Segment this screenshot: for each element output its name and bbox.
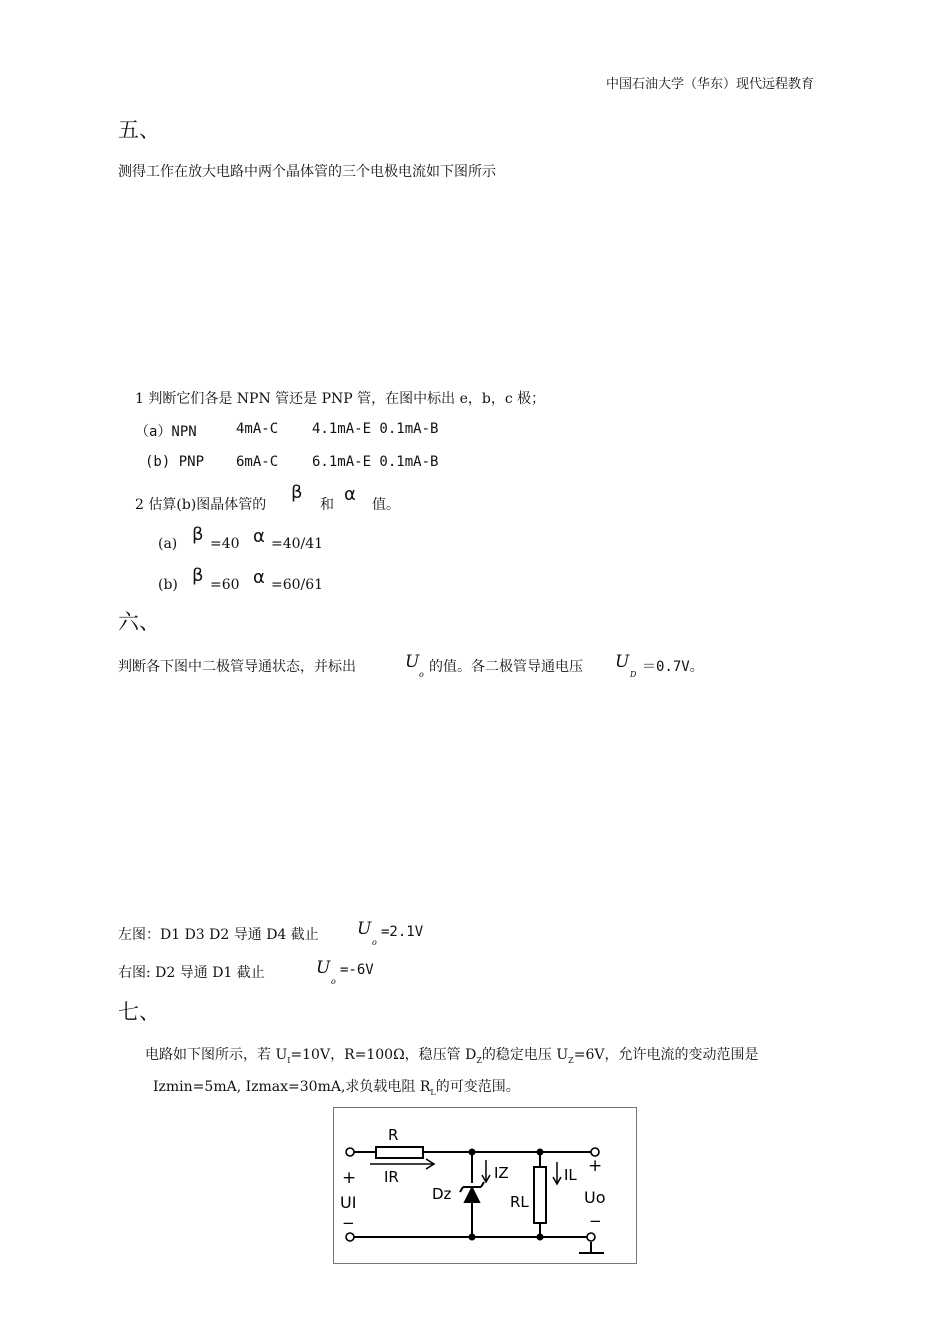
label-uo: Uo (584, 1188, 606, 1207)
result-b-beta-symbol: β (192, 565, 204, 586)
section-6-intro-pre: 判断各下图中二极管导通状态，并标出 (118, 659, 356, 675)
section-5-heading: 五、 (118, 118, 160, 142)
alpha-symbol: α (344, 484, 356, 505)
line1-part-c: 的稳定电压 U (481, 1047, 569, 1063)
left-uo-value: =2.1V (381, 924, 424, 940)
right-uo-value: =-6V (340, 962, 374, 978)
terminal-in-top (346, 1148, 354, 1156)
label-minus-out: − (589, 1212, 602, 1230)
result-a-alpha: =40/41 (271, 536, 324, 552)
label-il: IL (564, 1166, 577, 1184)
result-a-beta-symbol: β (192, 524, 204, 545)
label-r: R (388, 1126, 399, 1144)
answer-b-collector: 6mA-C (236, 454, 279, 470)
result-b-label: (b) (158, 577, 178, 593)
label-rl: RL (510, 1193, 529, 1211)
section-6-intro-mid: 的值。各二极管导通电压 (429, 659, 583, 675)
label-ui: UI (340, 1193, 357, 1212)
section-7-line2 (153, 1076, 520, 1097)
uo-var: U (405, 652, 420, 672)
result-b-alpha: =60/61 (271, 577, 324, 593)
result-a-label: (a) (158, 536, 178, 552)
answer-a-type: （a）NPN (135, 424, 197, 440)
uo-subscript: o (419, 670, 424, 679)
rl-subscript: L (430, 1087, 436, 1097)
answer-a-emitter-base: 4.1mA-E 0.1mA-B (312, 421, 439, 437)
right-uo-subscript: o (331, 977, 336, 986)
right-figure-answer: 右图: D2 导通 D1 截止 (118, 965, 265, 981)
line2-part-b: 的可变范围。 (435, 1079, 520, 1095)
answer-a-collector: 4mA-C (236, 421, 279, 437)
terminal-out-top (591, 1148, 599, 1156)
section-5-intro: 测得工作在放大电路中两个晶体管的三个电极电流如下图所示 (118, 164, 496, 180)
line2-part-a: Izmin=5mA, Izmax=30mA,求负载电阻 R (153, 1079, 431, 1095)
q2-text-and: 和 (320, 497, 334, 513)
resistor-rl (534, 1167, 546, 1223)
label-ir: IR (384, 1168, 399, 1186)
section-6-heading: 六、 (118, 610, 160, 634)
label-minus-in: − (342, 1214, 355, 1232)
section-7-heading: 七、 (118, 1000, 160, 1024)
right-uo-var: U (316, 958, 331, 978)
label-iz: IZ (494, 1164, 509, 1182)
q1-text: 1 判断它们各是 NPN 管还是 PNP 管，在图中标出 e，b，c 极； (135, 391, 546, 407)
circuit-svg (334, 1108, 636, 1263)
section-7-line1 (145, 1044, 758, 1065)
beta-symbol: β (291, 482, 303, 503)
answer-b-type: (b) PNP (145, 454, 205, 470)
zener-regulator-circuit (333, 1107, 637, 1264)
section-6-intro-post: ＝0.7V。 (642, 659, 704, 675)
zener-diode-icon (460, 1182, 484, 1202)
line1-part-b: =10V，R=100Ω，稳压管 D (290, 1047, 477, 1063)
left-uo-subscript: o (372, 938, 377, 947)
header-school: 中国石油大学（华东）现代远程教育 (606, 77, 815, 92)
terminal-in-bottom (346, 1233, 354, 1241)
resistor-r (376, 1147, 423, 1158)
terminal-out-bottom (587, 1233, 595, 1241)
result-b-alpha-symbol: α (253, 567, 265, 588)
uz-subscript: Z (568, 1055, 574, 1065)
result-b-beta: =60 (210, 577, 240, 593)
q2-text-pre: 2 估算(b)图晶体管的 (135, 497, 267, 513)
left-figure-answer: 左图：D1 D3 D2 导通 D4 截止 (118, 927, 319, 943)
line1-part-d: =6V，允许电流的变动范围是 (573, 1047, 759, 1063)
dz-subscript: Z (476, 1055, 482, 1065)
label-plus-in: + (342, 1168, 357, 1188)
line1-part-a: 电路如下图所示，若 U (145, 1047, 288, 1063)
ud-subscript: D (630, 670, 637, 679)
q2-text-post: 值。 (372, 497, 400, 513)
ui-subscript: I (287, 1055, 291, 1065)
result-a-beta: =40 (210, 536, 240, 552)
label-dz: Dz (432, 1185, 452, 1203)
ud-var: U (615, 652, 630, 672)
answer-b-emitter-base: 6.1mA-E 0.1mA-B (312, 454, 439, 470)
left-uo-var: U (357, 919, 372, 939)
label-plus-out: + (588, 1156, 603, 1176)
result-a-alpha-symbol: α (253, 526, 265, 547)
